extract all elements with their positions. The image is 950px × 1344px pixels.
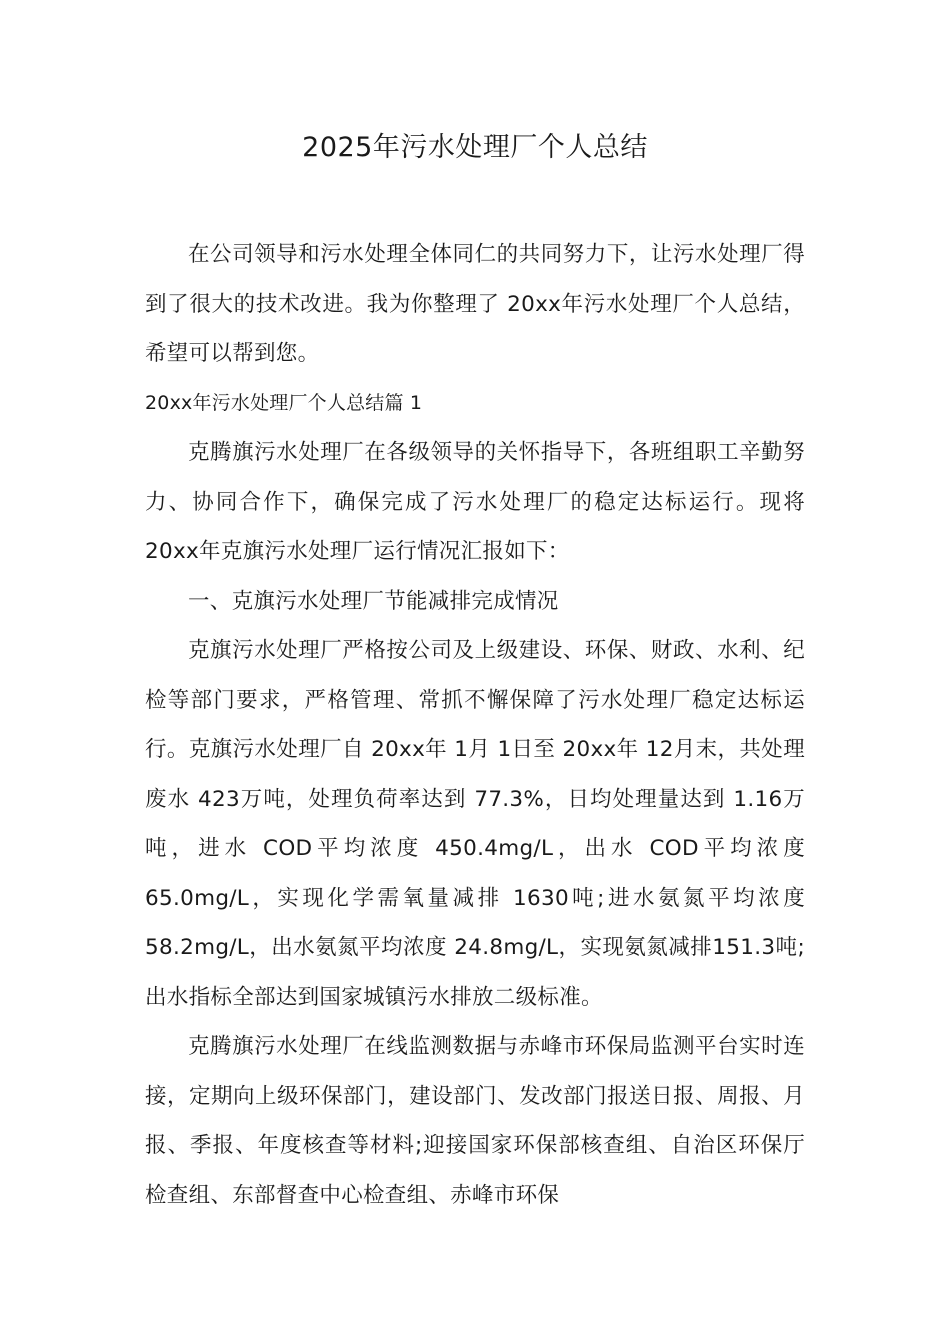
- monitoring-paragraph: 克腾旗污水处理厂在线监测数据与赤峰市环保局监测平台实时连接，定期向上级环保部门，建设部门、发改部门报送日报、周报、月报、季报、年度核查等材料;迎接国家环保部核查组、自治区环保厅检查组、东部督查中心检查组、赤峰市环保: [145, 1034, 805, 1208]
- emission-paragraph: 克旗污水处理厂严格按公司及上级建设、环保、财政、水利、纪检等部门要求，严格管理、常抓不懈保障了污水处理厂稳定达标运行。克旗污水处理厂自 20xx年 1月 1日至 20xx年 12月末，共处理废水 423万吨，处理负荷率达到 77.3%，日均处理量达到 1.16万吨，进水 COD平均浓度 450.4mg/L，出水 COD平均浓度 65.0mg/L，实现化学需氧量减排 1630吨;进水氨氮平均浓度 58.2mg/L，出水氨氮平均浓度 24.8mg/L，实现氨氮减排151.3吨;出水指标全部达到国家城镇污水排放二级标准。: [145, 638, 805, 1010]
- intro-paragraph: 在公司领导和污水处理全体同仁的共同努力下，让污水处理厂得到了很大的技术改进。我为你整理了 20xx年污水处理厂个人总结，希望可以帮到您。: [145, 242, 805, 366]
- document-body: [145, 230, 805, 1220]
- subsection-heading: 一、克旗污水处理厂节能减排完成情况: [188, 588, 559, 614]
- document-title: 2025年污水处理厂个人总结: [302, 132, 648, 163]
- section-heading: 20xx年污水处理厂个人总结篇 1: [145, 391, 423, 414]
- report-intro-paragraph: 克腾旗污水处理厂在各级领导的关怀指导下，各班组职工辛勤努力、协同合作下，确保完成了污水处理厂的稳定达标运行。现将 20xx年克旗污水处理厂运行情况汇报如下：: [145, 440, 805, 564]
